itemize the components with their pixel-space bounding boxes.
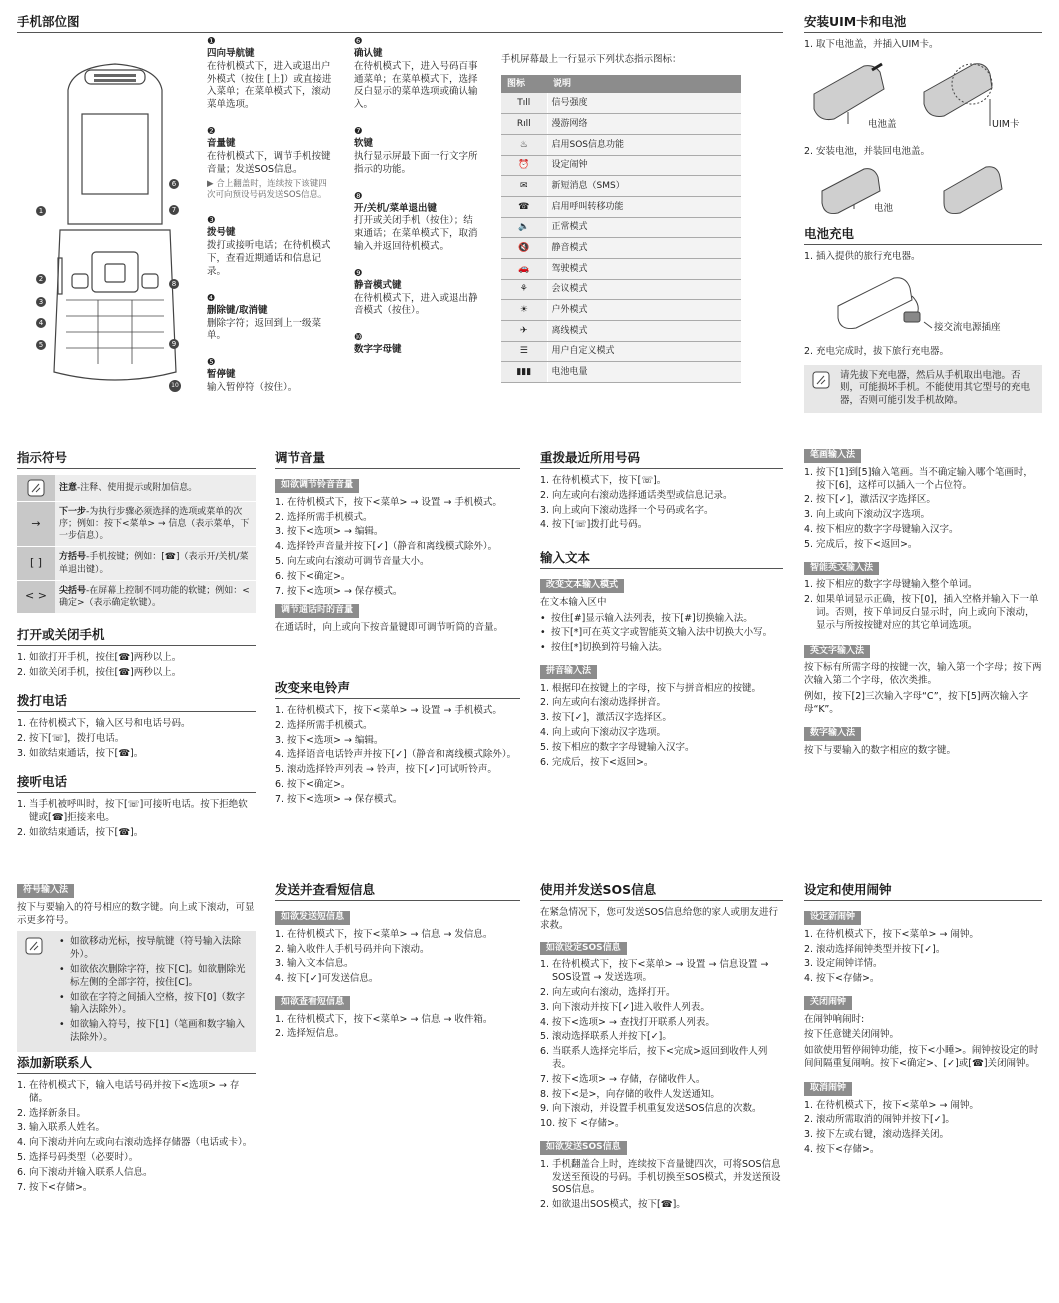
key2-num: ❷ (207, 126, 216, 138)
stroke-step: 向上或向下滚动汉字选项。 (816, 509, 931, 521)
key9-title: 静音模式键 (354, 279, 402, 291)
battery-icon: ▮▮▮ (501, 362, 547, 383)
contact-step: 按下<存储>。 (29, 1181, 93, 1193)
redial-section: 重拨最近所用号码 1. 在待机模式下，按下[☏]。 2. 向左或向右滚动选择通话类型或信息记录。 3. 向上或向下滚动选择一个号码或名字。 4. 按下[☏]拨打此号码。 (540, 450, 783, 534)
key-desc-col2 (354, 36, 478, 357)
key2-title: 音量键 (207, 138, 236, 150)
abc-tag: 英文字输入法 (804, 645, 870, 659)
alarm-cancel-step: 按下<存储>。 (816, 1144, 880, 1155)
stroke-step: 完成后，按下<返回>。 (816, 538, 918, 550)
alarm-tag2: 关闭闹钟 (804, 996, 852, 1010)
sos-set-step: 按下<选项> → 查找打开联系人列表。 (552, 1016, 715, 1028)
ringtone-step: 按下<选项> → 编辑。 (287, 734, 384, 746)
key10-title: 数字字母键 (354, 344, 402, 356)
sms-section: 发送并查看短信息 如欲发送短信息 1. 在待机模式下，按下<菜单> → 信息 → 发信息。 2. 输入收件人手机号码并向下滚动。 3. 输入文本信息。 4. 按下[✓]可发送信息。 如欲查看短信息 1. 在待机模式下，按下<菜单> → 信息 → 收件箱。 2. 选择短信息。 (275, 882, 520, 1043)
alarm-icon: ⏰ (501, 155, 547, 176)
sos-title: 使用并发送SOS信息 (540, 882, 783, 901)
answer-section: 接听电话 1. 当手机被呼叫时，按下[☏]可接听电话。按下拒绝软键或[☎]拒接来电。 2. 如欲结束通话，按下[☎]。 (17, 774, 256, 841)
key7-title: 软键 (354, 138, 374, 150)
signal-icon: Tıll (501, 93, 547, 114)
offline-icon: ✈ (501, 321, 547, 342)
key4-desc: 删除字符；返回到上一级菜单。 (207, 317, 322, 342)
key9-desc: 在待机模式下，进入或退出静音模式（按住）。 (354, 292, 478, 317)
install-step2: 安装电池，并装回电池盖。 (816, 145, 931, 157)
key3-title: 拨号键 (207, 227, 236, 239)
brackets-icon: [ ] (17, 547, 55, 580)
volume-step: 选择铃声音量并按下[✓]（静音和离线模式除外）。 (287, 541, 498, 553)
symbol-input-bullet: 如欲移动光标，按导航键（符号输入法除外）。 (70, 936, 242, 961)
normal-icon: 🔈 (501, 217, 547, 238)
power-title: 打开或关闭手机 (17, 627, 256, 646)
ringtone-step: 滚动选择铃声列表 → 铃声，按下[✓]可试听铃声。 (287, 764, 497, 776)
symbol-text: -在屏幕上控制不同功能的软键；例如：<确定>（表示确定软键）。 (59, 585, 250, 608)
sos-icon: ♨ (501, 134, 547, 155)
text-input-title: 输入文本 (540, 550, 783, 569)
sos-tag1: 如欲设定SOS信息 (540, 942, 627, 956)
sos-set-step: 当联系人选择完毕后，按下<完成>返回到收件人列表。 (552, 1046, 768, 1070)
key7-desc: 执行显示屏最下面一行文字所指示的功能。 (354, 150, 478, 175)
key8-num: ❽ (354, 190, 363, 202)
redial-step: 向左或向右滚动选择通话类型或信息记录。 (552, 489, 733, 501)
sms-tag2: 如欲查看短信息 (275, 996, 350, 1010)
key5-title: 暂停键 (207, 369, 236, 381)
callout-10: 10 (169, 380, 181, 392)
status-desc: 设定闹钟 (547, 155, 741, 176)
sms-view-step: 选择短信息。 (287, 1028, 345, 1040)
sos-intro: 在紧急情况下，您可发送SOS信息给您的家人或朋友进行求救。 (540, 907, 779, 931)
redial-step: 向上或向下滚动选择一个号码或名字。 (552, 504, 714, 516)
smart-step: 如果单词显示正确，按下[0]，插入空格并输入下一单词。否则，按下单词反白显示时，向上或向下滚动，显示与所按按键对应的其它单词选项。 (816, 594, 1039, 631)
sos-section: 使用并发送SOS信息 在紧急情况下，您可发送SOS信息给您的家人或朋友进行求救。 如欲设定SOS信息 1. 在待机模式下，按下<菜单> → 设置 → 信息设置 → SOS设置 → 发送选项。 2. 向左或向右滚动，选择打开。 3. 向下滚动并按下[✓]进入收件人列表。 4. 按下<选项> → 查找打开联系人列表。 5. 滚动选择联系人并按下[✓]。 6. 当联系人选择完毕后，按下<完成>返回到收件人列表。 7. 按下<选项> → 存储，存储收件人。 8. 按下<是>，向存储的收件人发送通知。 9. 向下滚动，并设置手机重复发送SOS信息的次数。 10. 按下 <存储>。 如欲发送SOS信息 1. 手机翻盖合上时，连续按下音量键四次，可将SOS信息发送至预设的号码。手机切换至SOS模式，并发送预设SOS信息。 2. 如欲退出SOS模式，按下[☎]。 (540, 882, 783, 1214)
charge-title: 电池充电 (804, 226, 1042, 245)
install-section: 安装UIM卡和电池 1. 取下电池盖，并插入UIM卡。 电池盖 UIM卡 2. 安装电池，并装回电池盖。 电池 (804, 14, 1042, 223)
volume-step: 在待机模式下，按下<菜单> → 设置 → 手机模式。 (287, 496, 502, 508)
ringtone-step: 选择所需手机模式。 (287, 719, 373, 731)
symbol-text: -手机按键；例如：[☎]（表示开/关机/菜单退出键）。 (59, 552, 249, 575)
contact-step: 向下滚动并向左或向右滚动选择存储器（电话或卡）。 (29, 1137, 253, 1149)
alarm-stop-text1: 在闹钟响闹时: (804, 1013, 865, 1025)
status-table (501, 75, 741, 383)
charge-note-text: 请先拔下充电器，然后从手机取出电池。否则，可能损坏手机。不能使用其它型号的充电器，否则可能引发手机故障。 (840, 369, 1031, 407)
status-desc: 会议模式 (547, 279, 741, 300)
label-ac-socket: 接交流电源插座 (934, 321, 1001, 333)
symbol-label: 尖括号 (59, 585, 87, 596)
sos-set-step: 按下<选项> → 存储，存储收件人。 (552, 1073, 706, 1085)
alarm-cancel-step: 在待机模式下，按下<菜单> → 闹钟。 (816, 1099, 979, 1111)
power-step: 如欲关闭手机，按住[☎]两秒以上。 (29, 666, 182, 678)
phone-layout-title: 手机部位图 (17, 14, 783, 33)
callout-6: 6 (169, 179, 179, 189)
note-icon (25, 937, 43, 955)
status-desc: 用户自定义模式 (547, 341, 741, 362)
key2-extra: ▶ 合上翻盖时，连续按下该键四次可向预设号码发送SOS信息。 (207, 178, 327, 200)
call-step: 在待机模式下，输入区号和电话号码。 (29, 718, 191, 729)
contact-step: 选择号码类型（必要时）。 (29, 1152, 139, 1164)
symbol-input-section (17, 880, 256, 1052)
sms-tag1: 如欲发送短信息 (275, 911, 350, 925)
callout-4: 4 (36, 318, 46, 328)
ringtone-section: 改变来电铃声 1. 在待机模式下，按下<菜单> → 设置 → 手机模式。 2. 选择所需手机模式。 3. 按下<选项> → 编辑。 4. 选择语音电话铃声并按下[✓]（静音和离线模式除外）。 5. 滚动选择铃声列表 → 铃声，按下[✓]可试听铃声。 6. 按下<确定>。 7. 按下<选项> → 保存模式。 (275, 680, 520, 809)
status-desc: 电池电量 (547, 362, 741, 383)
key5-num: ❺ (207, 357, 216, 369)
outdoor-icon: ☀ (501, 300, 547, 321)
status-desc: 新短消息（SMS） (547, 176, 741, 197)
key8-desc: 打开或关闭手机（按住）；结束通话；在菜单模式下，取消输入并返回待机模式。 (354, 215, 478, 252)
pinyin-step: 按下相应的数字字母键输入汉字。 (552, 741, 695, 753)
symbol-input-text: 按下与要输入的符号相应的数字键。向上或下滚动，可显示更多符号。 (17, 901, 255, 926)
symbols-title: 指示符号 (17, 450, 256, 469)
alarm-set-step: 在待机模式下，按下<菜单> → 闹钟。 (816, 928, 979, 940)
pinyin-step: 向左或向右滚动选择拼音。 (552, 697, 667, 709)
alarm-tag1: 设定新闹钟 (804, 911, 861, 925)
key7-num: ❼ (354, 126, 363, 138)
key1-desc: 在待机模式下，进入或退出户外模式（按住 [上]）或直接进入菜单；在菜单模式下，滚动菜单选项。 (207, 60, 332, 111)
sms-view-step: 在待机模式下，按下<菜单> → 信息 → 收件箱。 (287, 1013, 493, 1025)
label-uim: UIM卡 (992, 118, 1020, 130)
call-step: 按下[☏]，拨打电话。 (29, 732, 125, 744)
sos-set-step: 在待机模式下，按下<菜单> → 设置 → 信息设置 → SOS设置 → 发送选项。 (552, 959, 769, 984)
text-bullet: 按住[*]切换到符号输入法。 (551, 642, 668, 654)
sms-send-step: 输入文本信息。 (287, 958, 354, 970)
key-desc-col1 (207, 36, 332, 409)
sos-send-step: 手机翻盖合上时，连续按下音量键四次，可将SOS信息发送至预设的号码。手机切换至SOS模式，并发送预设SOS信息。 (552, 1158, 781, 1196)
key4-title: 删除键/取消键 (207, 304, 268, 316)
key6-num: ❻ (354, 36, 363, 47)
key1-title: 四向导航键 (207, 48, 255, 59)
battery-illustration (804, 161, 1042, 223)
key9-num: ❾ (354, 267, 363, 279)
contact-step: 选择新条目。 (29, 1107, 87, 1119)
symbol-input-note: • 如欲移动光标，按导航键（符号输入法除外）。 • 如欲依次删除字符，按下[C]。如欲删除光标左侧的全部字符，按住[C]。 • 如欲在字符之间插入空格，按下[0]（数字输入法除外）。 • 如欲输入符号，按下[1]（笔画和数字输入法除外）。 (17, 931, 256, 1052)
smart-step: 按下相应的数字字母键输入整个单词。 (816, 579, 978, 591)
redial-step: 在待机模式下，按下[☏]。 (552, 475, 667, 486)
call-title: 拨打电话 (17, 693, 256, 712)
alarm-cancel-step: 滚动所需取消的闹钟并按下[✓]。 (816, 1114, 955, 1126)
contact-section: 添加新联系人 1. 在待机模式下，输入电话号码并按下<选项> → 存储。 2. 选择新条目。 3. 输入联系人姓名。 4. 向下滚动并向左或向右滚动选择存储器（电话或卡）。 5. 选择号码类型（必要时）。 6. 向下滚动并输入联系人信息。 7. 按下<存储>。 (17, 1055, 256, 1197)
symbols-section (17, 450, 256, 614)
symbol-input-tag: 符号输入法 (17, 884, 74, 898)
answer-title: 接听电话 (17, 774, 256, 793)
ringtone-step: 按下<确定>。 (287, 779, 351, 791)
sms-icon: ✉ (501, 176, 547, 197)
sos-tag2: 如欲发送SOS信息 (540, 1141, 627, 1155)
sms-send-step: 按下[✓]可发送信息。 (287, 973, 379, 985)
alarm-section: 设定和使用闹钟 设定新闹钟 1. 在待机模式下，按下<菜单> → 闹钟。 2. 滚动选择闹钟类型并按下[✓]。 3. 设定闹钟详情。 4. 按下<存储>。 关闭闹钟 在闹钟响闹时: 按下任意键关闭闹钟。 如欲使用暂停闹钟功能，按下<小睡>。闹钟按设定的时间间隔重复闹响。按下<确定>、[✓]或[☎]关闭闹钟。 取消闹钟 1. 在待机模式下，按下<菜单> → 闹钟。 2. 滚动所需取消的闹钟并按下[✓]。 3. 按下左或右键，滚动选择关闭。 4. 按下<存储>。 (804, 882, 1042, 1159)
key6-title: 确认键 (354, 48, 383, 59)
status-desc: 启用SOS信息功能 (547, 134, 741, 155)
call-step: 如欲结束通话，按下[☎]。 (29, 747, 144, 759)
answer-step: 如欲结束通话，按下[☎]。 (29, 826, 144, 838)
alarm-set-step: 按下<存储>。 (816, 973, 880, 985)
sms-title: 发送并查看短信息 (275, 882, 520, 901)
callout-8: 8 (169, 279, 179, 289)
status-desc: 漫游网络 (547, 114, 741, 135)
text-bullet: 按下[*]可在英文字或智能英文输入法中切换大小写。 (551, 627, 773, 639)
num-text: 按下与要输入的数字相应的数字键。 (804, 745, 957, 757)
meeting-icon: ⚘ (501, 279, 547, 300)
symbol-input-bullet: 如欲依次删除字符，按下[C]。如欲删除光标左侧的全部字符，按住[C]。 (70, 963, 246, 988)
label-battery-cover: 电池盖 (868, 118, 897, 130)
sos-set-step: 向下滚动并按下[✓]进入收件人列表。 (552, 1001, 710, 1013)
callout-9: 9 (169, 339, 179, 349)
status-intro: 手机屏幕最上一行显示下列状态指示图标： (501, 54, 682, 65)
num-tag: 数字输入法 (804, 727, 861, 741)
arrow-icon: → (17, 502, 55, 547)
status-header-desc: 说明 (547, 75, 741, 93)
status-desc: 户外模式 (547, 300, 741, 321)
callout-5: 5 (36, 340, 46, 350)
alarm-tag3: 取消闹钟 (804, 1082, 852, 1096)
sms-send-step: 输入收件人手机号码并向下滚动。 (287, 943, 430, 955)
alarm-title: 设定和使用闹钟 (804, 882, 1042, 901)
volume-step: 向左或向右滚动可调节音量大小。 (287, 555, 430, 567)
key1-num: ❶ (207, 36, 216, 47)
charge-note (804, 365, 1042, 413)
volume-step: 按下<确定>。 (287, 570, 351, 582)
volume-step: 按下<选项> → 编辑。 (287, 526, 384, 538)
contact-step: 向下滚动并输入联系人信息。 (29, 1166, 153, 1178)
contact-step: 输入联系人姓名。 (29, 1122, 106, 1134)
text-bullet: 按住[#]显示输入法列表，按下[#]切换输入法。 (551, 612, 753, 624)
pinyin-step: 根据印在按键上的字母，按下与拼音相应的按键。 (552, 682, 762, 694)
power-step: 如欲打开手机，按住[☎]两秒以上。 (29, 652, 182, 663)
callout-2: 2 (36, 274, 46, 284)
key3-desc: 拨打或接听电话；在待机模式下，查看近期通话和信息记录。 (207, 240, 331, 277)
status-desc: 正常模式 (547, 217, 741, 238)
stroke-tag: 笔画输入法 (804, 449, 861, 463)
key10-num: ❿ (354, 332, 363, 344)
alarm-stop-text2: 按下任意键关闭闹钟。 (804, 1029, 900, 1041)
volume-section: 调节音量 如欲调节铃音音量 1. 在待机模式下，按下<菜单> → 设置 → 手机模式。 2. 选择所需手机模式。 3. 按下<选项> → 编辑。 4. 选择铃声音量并按下[✓]（静音和离线模式除外）。 5. 向左或向右滚动可调节音量大小。 6. 按下<确定>。 7. 按下<选项> → 保存模式。 调节通话时的音量 在通话时，向上或向下按音量键即可调节听筒的音量。 (275, 450, 520, 638)
sms-send-step: 在待机模式下，按下<菜单> → 信息 → 发信息。 (287, 928, 493, 940)
pinyin-step: 按下[✓]，激活汉字选择区。 (552, 712, 672, 724)
call-section: 拨打电话 1. 在待机模式下，输入区号和电话号码。 2. 按下[☏]，拨打电话。 3. 如欲结束通话，按下[☎]。 (17, 693, 256, 762)
status-desc: 信号强度 (547, 93, 741, 114)
pinyin-step: 向上或向下滚动汉字选项。 (552, 727, 667, 739)
answer-step: 当手机被呼叫时，按下[☏]可接听电话。按下拒绝软键或[☎]拒接来电。 (29, 799, 248, 823)
text-tag1: 改变文本输入模式 (540, 579, 624, 593)
power-section: 打开或关闭手机 1. 如欲打开手机，按住[☎]两秒以上。 2. 如欲关闭手机，按住[☎]两秒以上。 (17, 627, 256, 682)
install-step1: 取下电池盖，并插入UIM卡。 (816, 39, 939, 50)
label-battery: 电池 (874, 202, 894, 214)
volume-step: 按下<选项> → 保存模式。 (287, 585, 403, 597)
symbol-label: 方括号 (59, 552, 87, 563)
stroke-section: 笔画输入法 1. 按下[1]到[5]输入笔画。当不确定输入哪个笔画时，按下[6]，这样可以插入一个占位符。 2. 按下[✓]，激活汉字选择区。 3. 向上或向下滚动汉字选项。 4. 按下相应的数字字母键输入汉字。 5. 完成后，按下<返回>。 智能英文输入法 1. 按下相应的数字字母键输入整个单词。 2. 如果单词显示正确，按下[0]，插入空格并输入下一单词。否则，按下单词反白显示时，向上或向下滚动，显示与所按按键对应的其它单词选项。 英文字输入法 按下标有所需字母的按键一次，输入第一个字母；按下两次输入第二个字母，依次类推。 例如，按下[2]三次输入字母“C”，按下[5]两次输入字母“K”。 数字输入法 按下与要输入的数字相应的数字键。 (804, 450, 1042, 757)
car-icon: 🚗 (501, 258, 547, 279)
status-header-icon: 图标 (501, 75, 547, 93)
volume-tag2: 调节通话时的音量 (275, 604, 359, 618)
symbol-text: -为执行步骤必须选择的选项或菜单的次序；例如：按下<菜单> → 信息（表示菜单，下一步信息）。 (59, 507, 250, 542)
alarm-cancel-step: 按下左或右键，滚动选择关闭。 (816, 1129, 950, 1141)
redial-title: 重拨最近所用号码 (540, 450, 783, 469)
alarm-set-step: 设定闹钟详情。 (816, 958, 883, 970)
ringtone-title: 改变来电铃声 (275, 680, 520, 699)
note-icon (17, 475, 55, 502)
sos-set-step: 向左或向右滚动，选择打开。 (552, 986, 676, 998)
key5-desc: 输入暂停符（按住）。 (207, 381, 298, 393)
roaming-icon: Rıll (501, 114, 547, 135)
redial-step: 按下[☏]拨打此号码。 (552, 519, 648, 531)
stroke-step: 按下相应的数字字母键输入汉字。 (816, 523, 959, 535)
key3-num: ❸ (207, 215, 216, 227)
alarm-set-step: 滚动选择闹钟类型并按下[✓]。 (816, 943, 946, 955)
callout-1: 1 (36, 206, 46, 216)
stroke-step: 按下[1]到[5]输入笔画。当不确定输入哪个笔画时，按下[6]，这样可以插入一个占位符。 (816, 466, 1033, 491)
volume-tag1: 如欲调节铃音音量 (275, 479, 359, 493)
key4-num: ❹ (207, 292, 216, 304)
key8-title: 开/关机/菜单退出键 (354, 202, 437, 214)
volume-title: 调节音量 (275, 450, 520, 469)
ringtone-step: 按下<选项> → 保存模式。 (287, 793, 403, 805)
charge-step2: 充电完成时，拔下旅行充电器。 (816, 345, 950, 357)
smart-tag: 智能英文输入法 (804, 562, 879, 576)
status-icons-section (501, 54, 746, 383)
abc-text1: 按下标有所需字母的按键一次，输入第一个字母；按下两次输入第二个字母，依次类推。 (804, 662, 1042, 686)
symbol-input-bullet: 如欲在字符之间插入空格，按下[0]（数字输入法除外）。 (70, 991, 245, 1016)
symbol-text: -注释、使用提示或附加信息。 (77, 482, 198, 493)
stroke-step: 按下[✓]，激活汉字选择区。 (816, 494, 936, 506)
divert-icon: ☎ (501, 196, 547, 217)
alarm-stop-text3: 如欲使用暂停闹钟功能，按下<小睡>。闹钟按设定的时间间隔重复闹响。按下<确定>、[✓]或[☎]关闭闹钟。 (804, 1045, 1039, 1070)
text-input-section: 输入文本 改变文本输入模式 在文本输入区中 • 按住[#]显示输入法列表，按下[#]切换输入法。 • 按下[*]可在英文字或智能英文输入法中切换大小写。 • 按住[*]切换到符号输入法。 拼音输入法 1. 根据印在按键上的字母，按下与拼音相应的按键。 2. 向左或向右滚动选择拼音。 3. 按下[✓]，激活汉字选择区。 4. 向上或向下滚动汉字选项。 5. 按下相应的数字字母键输入汉字。 6. 完成后，按下<返回>。 (540, 550, 783, 772)
volume-call-text: 在通话时，向上或向下按音量键即可调节听筒的音量。 (275, 622, 504, 634)
status-desc: 静音模式 (547, 238, 741, 259)
install-title: 安装UIM卡和电池 (804, 14, 1042, 33)
custom-icon: ☰ (501, 341, 547, 362)
key2-desc: 在待机模式下，调节手机按键音量；发送SOS信息。 (207, 150, 331, 175)
ringtone-step: 在待机模式下，按下<菜单> → 设置 → 手机模式。 (287, 705, 502, 716)
text-tag2: 拼音输入法 (540, 665, 597, 679)
note-icon (812, 371, 830, 389)
symbols-table (17, 475, 256, 614)
charge-section: 电池充电 1. 插入提供的旅行充电器。 接交流电源插座 2. 充电完成时，拔下旅行充电器。 请先拔下充电器，然后从手机取出电池。否则，可能损坏手机。不能使用其它型号的充电器，否则可能引发手机故障。 (804, 226, 1042, 413)
charger-illustration (804, 266, 1042, 340)
ringtone-step: 选择语音电话铃声并按下[✓]（静音和离线模式除外）。 (287, 749, 517, 761)
symbol-label: 注意 (59, 482, 78, 493)
text-intro: 在文本输入区中 (540, 596, 607, 608)
abc-text2: 例如，按下[2]三次输入字母“C”，按下[5]两次输入字母“K”。 (804, 690, 1029, 715)
contact-step: 在待机模式下，输入电话号码并按下<选项> → 存储。 (29, 1080, 240, 1104)
status-desc: 启用呼叫转移功能 (547, 196, 741, 217)
sos-set-step: 按下 <存储>。 (558, 1118, 625, 1130)
callout-3: 3 (36, 297, 46, 307)
volume-step: 选择所需手机模式。 (287, 511, 373, 523)
angle-brackets-icon: < > (17, 580, 55, 613)
sos-set-step: 按下<是>，向存储的收件人发送通知。 (552, 1088, 720, 1100)
sos-set-step: 滚动选择联系人并按下[✓]。 (552, 1031, 672, 1043)
callout-7: 7 (169, 205, 179, 215)
charge-step1: 插入提供的旅行充电器。 (816, 251, 921, 262)
contact-title: 添加新联系人 (17, 1055, 256, 1074)
symbol-label: 下一步 (59, 507, 87, 517)
pinyin-step: 完成后，按下<返回>。 (552, 756, 654, 768)
sos-set-step: 向下滚动，并设置手机重复发送SOS信息的次数。 (552, 1103, 762, 1115)
status-desc: 驾驶模式 (547, 258, 741, 279)
symbol-input-bullet: 如欲输入符号，按下[1]（笔画和数字输入法除外）。 (70, 1019, 245, 1043)
sos-send-step: 如欲退出SOS模式，按下[☎]。 (552, 1199, 686, 1211)
key6-desc: 在待机模式下，进入号码百事通菜单；在菜单模式下，选择反白显示的菜单选项或确认输入。 (354, 60, 478, 111)
silent-icon: 🔇 (501, 238, 547, 259)
status-desc: 离线模式 (547, 321, 741, 342)
